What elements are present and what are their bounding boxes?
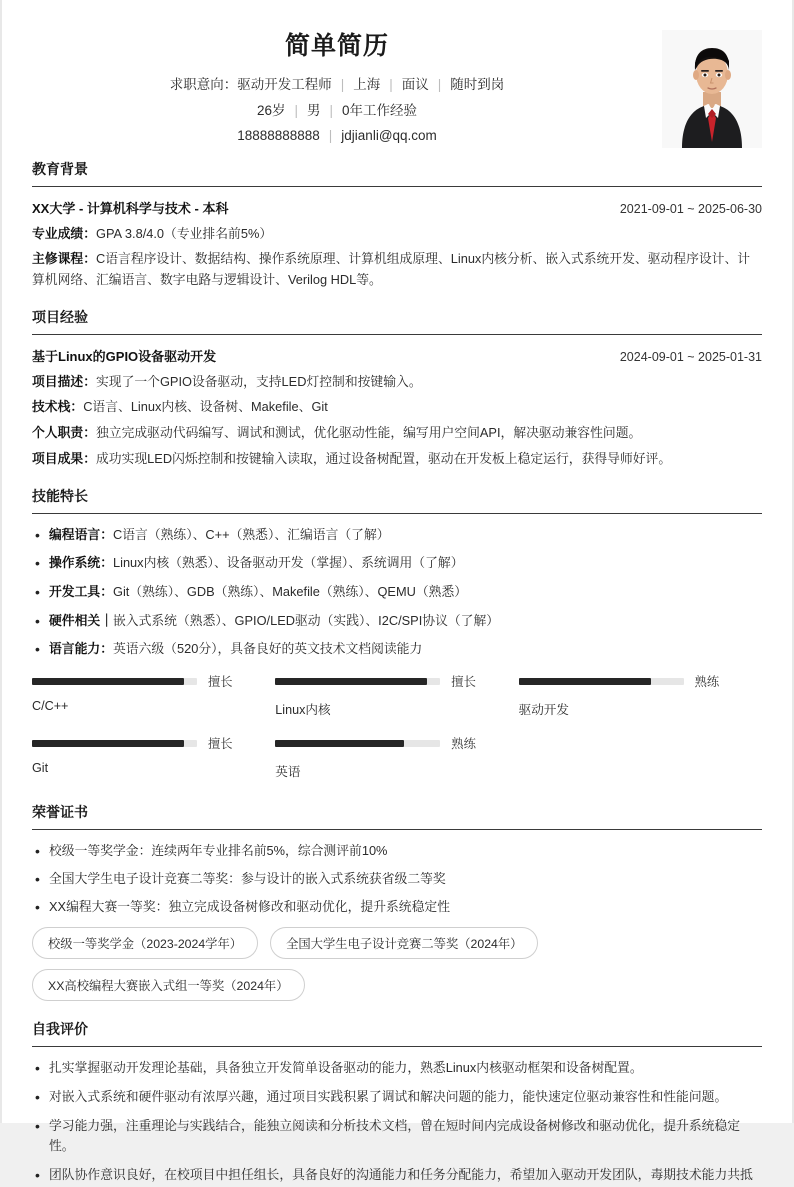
honors-list — [32, 841, 762, 917]
job-intent-availability: 随时到岗 — [450, 77, 505, 92]
skill-bar-fill — [32, 740, 184, 747]
skill-bar-item — [275, 734, 518, 780]
project-detail-label: 个人职责： — [32, 425, 96, 441]
list-item — [32, 525, 762, 546]
section-education — [32, 159, 762, 291]
education-gpa-value: GPA 3.8/4.0（专业排名前5%） — [95, 225, 273, 241]
skill-bar-level: 熟练 — [694, 675, 720, 690]
skill-bar-name: Git — [32, 761, 49, 776]
list-item — [32, 553, 762, 574]
skill-bar-track — [519, 678, 684, 685]
skill-bar-row — [275, 672, 502, 690]
project-date-range: 2024-09-01 ~ 2025-01-31 — [619, 349, 762, 364]
skill-bar-name: 驱动开发 — [518, 703, 569, 718]
education-courses-value: C语言程序设计、数据结构、操作系统原理、计算机组成原理、Linux内核分析、嵌入式系统开发、驱动程序设计、计算机网络、汇编语言、数字电路与逻辑设计、Verilog HDL等。 — [32, 251, 751, 287]
divider-icon: | — [389, 77, 393, 92]
skill-bar-track — [275, 678, 440, 685]
section-title-honors: 荣誉证书 — [32, 804, 88, 821]
resume-header — [32, 14, 762, 143]
honor-value: 连续两年专业排名前5%，综合测评前10% — [151, 843, 388, 859]
skill-bar-name: C/C++ — [32, 699, 69, 714]
skill-value: C语言（熟练）、C++（熟悉）、汇编语言（了解） — [112, 526, 390, 542]
project-detail-value: 独立完成驱动代码编写、调试和测试，优化驱动性能，编写用户空间API，解决驱动兼容性问题。 — [95, 425, 642, 441]
education-courses-label: 主修课程： — [32, 251, 96, 267]
project-detail-value: 实现了一个GPIO设备驱动，支持LED灯控制和按键输入。 — [95, 373, 422, 389]
skill-bar-row — [275, 734, 502, 752]
project-detail-row — [32, 397, 762, 418]
skill-bar-item — [32, 734, 275, 780]
section-divider — [32, 513, 762, 514]
job-intent-salary: 面议 — [401, 77, 429, 92]
skill-bar-name: 英语 — [275, 765, 301, 780]
skill-bar-level: 擅长 — [208, 675, 233, 690]
skill-bar-level: 擅长 — [451, 675, 476, 690]
project-detail-row — [32, 372, 762, 393]
tag-chip[interactable]: 校级一等奖学金（2023-2024学年） — [32, 927, 258, 959]
education-courses-row — [32, 249, 762, 290]
gender-value: 男 — [307, 102, 321, 118]
skill-bar-level: 擅长 — [208, 737, 233, 752]
project-detail-label: 项目描述： — [32, 373, 96, 389]
phone-value: 18888888888 — [237, 128, 320, 143]
project-name: 基于Linux的GPIO设备驱动开发 — [32, 348, 217, 364]
list-item: • 扎实掌握驱动开发理论基础，具备独立开发简单设备驱动的能力，熟悉Linux内核驱动框架和设备树配置。 — [32, 1058, 762, 1079]
self-evaluation-list — [32, 1058, 762, 1186]
skill-bar-row — [32, 734, 259, 752]
honor-value: 参与设计的嵌入式系统获省级二等奖 — [240, 870, 446, 886]
divider-icon: | — [328, 128, 333, 143]
skill-bar-fill — [275, 678, 427, 685]
divider-icon: | — [329, 102, 334, 118]
project-detail-row — [32, 423, 762, 444]
list-item — [32, 611, 762, 632]
divider-icon: | — [437, 77, 442, 92]
education-school-line: XX大学 - 计算机科学与技术 - 本科 — [32, 200, 229, 216]
honor-label: XX编程大赛一等奖： — [49, 898, 169, 914]
list-item — [32, 582, 762, 603]
honor-tags — [32, 927, 762, 1011]
list-item — [32, 869, 762, 890]
list-item: • 对嵌入式系统和硬件驱动有浓厚兴趣，通过项目实践积累了调试和解决问题的能力，能快速定位驱动兼容性和性能问题。 — [32, 1087, 762, 1108]
skill-bar-item — [275, 672, 518, 718]
contact-block — [32, 78, 762, 143]
experience-value: 0年工作经验 — [342, 102, 418, 118]
section-title-skills: 技能特长 — [32, 487, 88, 504]
section-self-evaluation — [32, 1019, 762, 1186]
honor-label: 校级一等奖学金： — [49, 843, 152, 859]
skill-value: Git（熟练）、GDB（熟练）、Makefile（熟练）、QEMU（熟悉） — [112, 583, 468, 599]
project-detail-row — [32, 449, 762, 470]
section-divider — [32, 829, 762, 830]
project-detail-label: 技术栈： — [32, 399, 84, 415]
skill-label: 开发工具： — [49, 583, 113, 599]
skill-bar-item — [519, 672, 762, 718]
skill-bar-track — [275, 740, 440, 747]
divider-icon: | — [294, 102, 298, 118]
education-date-range: 2021-09-01 ~ 2025-06-30 — [619, 201, 762, 216]
section-honors — [32, 802, 762, 1011]
section-title-self-evaluation: 自我评价 — [32, 1021, 88, 1038]
section-divider — [32, 1046, 762, 1047]
project-detail-value: C语言、Linux内核、设备树、Makefile、Git — [83, 399, 328, 415]
tag-chip[interactable]: XX高校编程大赛嵌入式组一等奖（2024年） — [32, 969, 305, 1001]
project-entry-head — [32, 346, 762, 365]
skills-list — [32, 525, 762, 661]
section-title-education: 教育背景 — [32, 160, 88, 177]
skill-label: 操作系统： — [49, 555, 113, 571]
education-gpa-row — [32, 224, 762, 245]
job-intent-label: 求职意向： — [169, 77, 238, 92]
list-item: • 团队协作意识良好，在校项目中担任组长，具备良好的沟通能力和任务分配能力，希望加入驱动开发团队，毒期技术能力共抵 — [32, 1165, 762, 1186]
skill-label: 硬件相关｜ — [49, 612, 113, 628]
email-value: jdjianli@qq.com — [341, 128, 437, 143]
education-entry-head — [32, 198, 762, 217]
contact-info-line — [32, 129, 642, 143]
list-item — [32, 841, 762, 862]
section-skills — [32, 486, 762, 797]
skill-bar-track — [32, 678, 197, 685]
page-title: 简单简历 — [284, 32, 389, 60]
avatar — [662, 30, 762, 148]
section-project — [32, 307, 762, 470]
skill-bar-fill — [275, 740, 404, 747]
honor-value: 独立完成设备树修改和驱动优化，提升系统稳定性 — [168, 898, 450, 914]
list-item — [32, 897, 762, 918]
job-intent-city: 上海 — [353, 77, 381, 92]
age-value: 26岁 — [256, 102, 286, 118]
skill-bar-level: 熟练 — [451, 737, 476, 752]
project-entry — [32, 346, 762, 470]
skill-label: 语言能力： — [49, 641, 113, 657]
skill-bar-row — [519, 672, 746, 690]
skill-bar-item — [32, 672, 275, 718]
tag-chip[interactable]: 全国大学生电子设计竞赛二等奖（2024年） — [270, 927, 538, 959]
skill-label: 编程语言： — [49, 526, 113, 542]
skill-bar-row — [32, 672, 259, 690]
skill-bars — [32, 672, 762, 796]
list-item — [32, 639, 762, 660]
skill-value: Linux内核（熟悉）、设备驱动开发（掌握）、系统调用（了解） — [112, 555, 464, 571]
project-detail-value: 成功实现LED闪烁控制和按键输入读取，通过设备树配置，驱动在开发板上稳定运行，获得导师好评。 — [95, 450, 672, 466]
section-divider — [32, 334, 762, 335]
skill-value: 嵌入式系统（熟悉）、GPIO/LED驱动（实践）、I2C/SPI协议（了解） — [112, 612, 500, 628]
skill-value: 英语六级（520分），具备良好的英文技术文档阅读能力 — [112, 641, 423, 657]
honor-label: 全国大学生电子设计竞赛二等奖： — [49, 870, 241, 886]
skill-bar-fill — [519, 678, 651, 685]
job-intent-position: 驱动开发工程师 — [237, 77, 332, 92]
portrait-photo-icon — [662, 30, 762, 148]
section-title-project: 项目经验 — [32, 308, 88, 325]
section-divider — [32, 186, 762, 187]
skill-bar-track — [32, 740, 197, 747]
education-gpa-label: 专业成绩： — [32, 225, 96, 241]
job-intent-line — [32, 78, 642, 92]
skill-bar-name: Linux内核 — [275, 703, 331, 718]
skill-bar-fill — [32, 678, 184, 685]
education-entry — [32, 198, 762, 291]
project-detail-label: 项目成果： — [32, 450, 96, 466]
list-item: • 学习能力强，注重理论与实践结合，能独立阅读和分析技术文档，曾在短时间内完成设备树修改和驱动优化，提升系统稳定性。 — [32, 1116, 762, 1157]
divider-icon: | — [340, 77, 345, 92]
basic-info-line — [32, 104, 642, 118]
